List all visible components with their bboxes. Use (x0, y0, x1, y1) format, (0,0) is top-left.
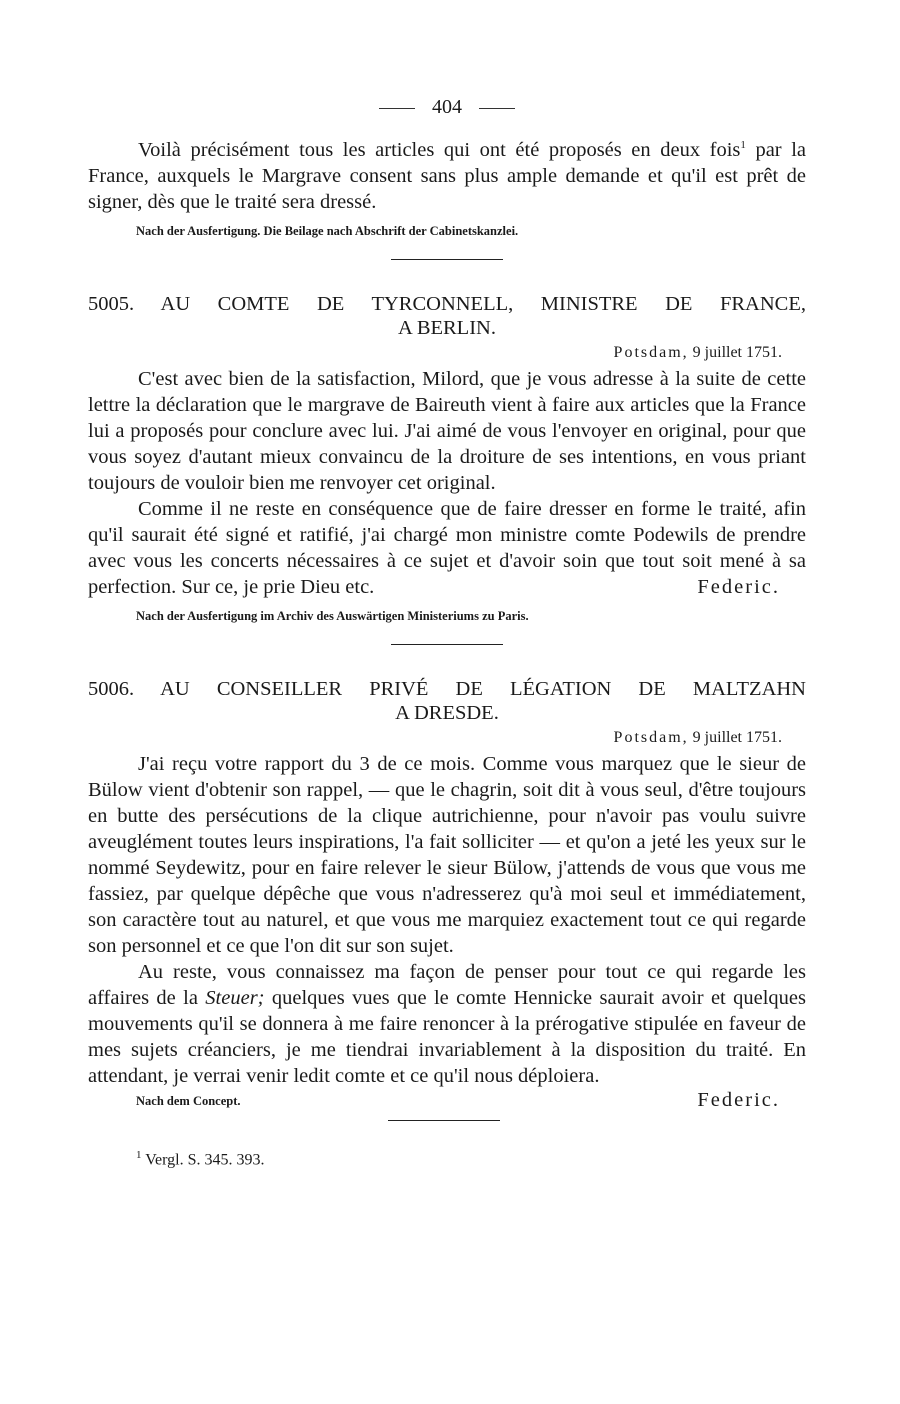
intro-text-a: Voilà précisément tous les articles qui ont été proposés en deux fois (138, 138, 741, 161)
letter-5005-paragraph-1: C'est avec bien de la satisfaction, Milord, que je vous adresse à la suite de cette lettre la déclaration que le margrave de Baireuth vient à faire aux articles que la France lui a proposés pour conclure avec lui. J'ai aimé de vous l'envoyer en original, pour que vous soyez d'autant mieux convaincu de la droiture de ses intentions, en vous priant toujours de vouloir bien me renvoyer cet original. (88, 367, 806, 494)
letter-5006 (88, 677, 806, 1112)
date-place: Potsdam, (613, 343, 689, 361)
date-day: 9 juillet 1751. (692, 728, 782, 746)
letter-5005-signature: Federic. (697, 575, 780, 598)
date-place: Potsdam, (613, 728, 689, 746)
letter-5006-paragraph-1: J'ai reçu votre rapport du 3 de ce mois. Comme vous marquez que le sieur de Bülow vient d'obtenir son rappel, — que le chagrin, soit dit à vous seul, d'être toujours en butte des persécutions de la clique autrichienne, pour n'avoir pas voulu suivre aveuglément toutes leurs inspirations, l'a fait solliciter — et qu'on a jeté les yeux sur le nommé Seydewitz, pour en faire relever le sieur Bülow, j'attends de vous que vous me fassiez, par quelque dépêche que vous n'adresserez qu'à moi seul et immédiatement, son caractère tout au naturel, et que vous me marquiez exactement tout ce qui regarde son personnel et ce que l'on dit sur son sujet. (88, 752, 806, 957)
letter-5006-dateline (88, 727, 782, 749)
footnote-text: Vergl. S. 345. 393. (141, 1151, 265, 1169)
letter-5005 (88, 292, 806, 624)
section-divider (388, 1120, 500, 1121)
letter-5005-paragraph-2-text: Comme il ne reste en conséquence que de faire dresser en forme le traité, afin qu'il saurait été signé et ratifié, j'ai chargé mon ministre comte Podewils de prendre avec vous les concerts nécessaires à ce sujet et d'avoir soin que tout soit mené à sa perfection. Sur ce, je prie Dieu etc. (88, 497, 806, 598)
header-dash-right (479, 108, 515, 109)
letter-5006-paragraph-2 (88, 959, 806, 1089)
footnote (136, 1149, 806, 1169)
letter-5006-paragraph-2-text-a: Au reste, vous connaissez ma façon de penser pour tout ce qui regarde les affaires de la (88, 960, 806, 1009)
header-dash-left (379, 108, 415, 109)
letter-5006-heading: 5006. AU CONSEILLER PRIVÉ DE LÉGATION DE MALTZAHN (88, 677, 806, 700)
letter-5006-source-note: Nach dem Concept. (136, 1093, 241, 1108)
page-number: 404 (432, 96, 462, 118)
page (88, 92, 806, 1169)
footnote-marker: 1 (136, 1148, 142, 1161)
intro-text-b: par la France, auxquels le Margrave consent sans plus ample demande et qu'il est prêt de signer, dès que le traité sera dressé. (88, 138, 806, 213)
letter-5005-paragraph-2 (88, 496, 806, 600)
letter-5006-closing (88, 1089, 806, 1112)
letter-5005-heading-place: A BERLIN. (398, 316, 496, 339)
letter-5006-heading-place: A DRESDE. (395, 701, 499, 724)
letter-5005-source-note: Nach der Ausfertigung im Archiv des Auswärtigen Ministeriums zu Paris. (136, 608, 529, 623)
letter-5005-dateline (88, 342, 782, 364)
page-header (88, 92, 806, 122)
intro-paragraph (88, 132, 806, 215)
footnote-ref: 1 (740, 139, 746, 151)
steuer-term: Steuer; (205, 986, 265, 1009)
letter-5006-paragraph-2-text-b: quelques vues que le comte Hennicke saurait avoir et quelques mouvements qu'il se donnera à me faire renoncer à la prérogative stipulée en faveur de mes sujets créanciers, je me tiendrai invariablement à la disposition du traité. En attendant, je verrai venir ledit comte et ce qu'il nous déploiera. (88, 986, 806, 1087)
letter-5006-signature: Federic. (697, 1088, 780, 1111)
section-divider (391, 259, 503, 260)
date-day: 9 juillet 1751. (692, 343, 782, 361)
letter-5005-heading: 5005. AU COMTE DE TYRCONNELL, MINISTRE DE FRANCE, (88, 292, 806, 315)
intro-source-note: Nach der Ausfertigung. Die Beilage nach Abschrift der Cabinetskanzlei. (136, 223, 519, 238)
section-divider (391, 644, 503, 645)
